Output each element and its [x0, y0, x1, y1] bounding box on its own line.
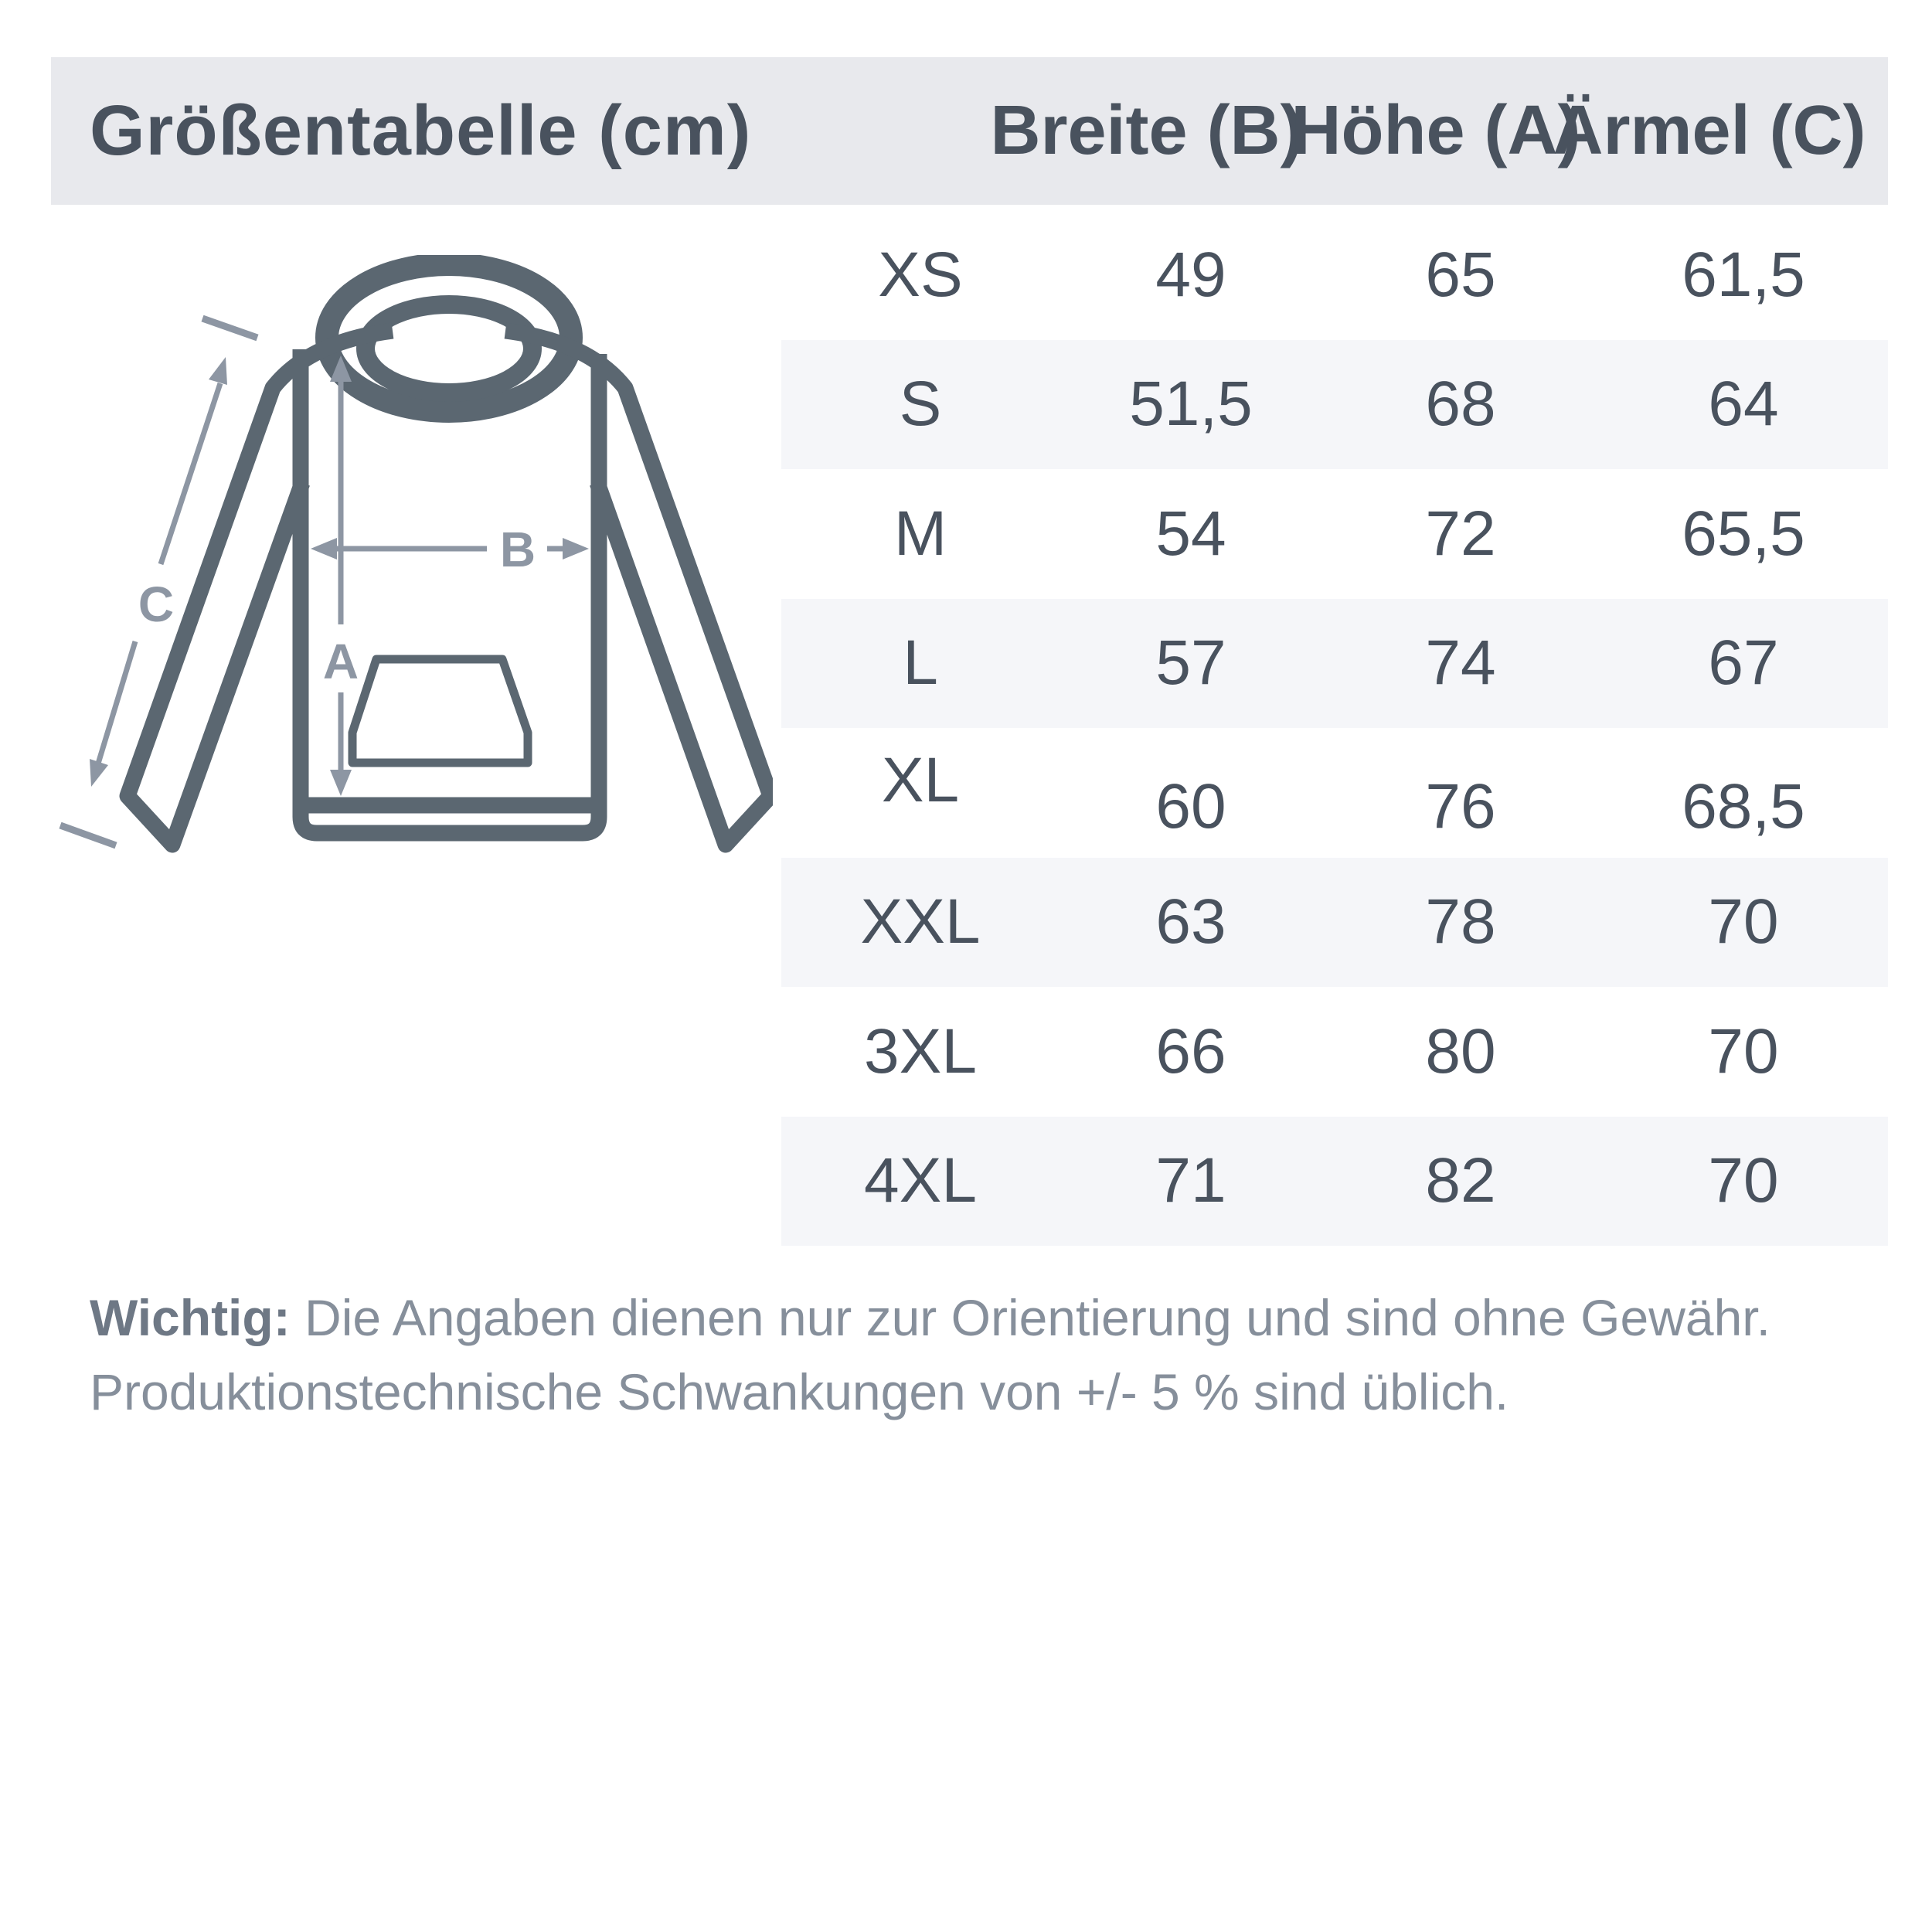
size-cell: XL: [881, 744, 960, 815]
column-header-hoehe: Höhe (A): [1291, 92, 1581, 169]
aermel-cell: 61,5: [1682, 239, 1805, 310]
arrow-c-down-head: [90, 759, 108, 787]
disclaimer-line-1-text: Die Angaben dienen nur zur Orientierung und sind ohne Gewähr.: [290, 1289, 1770, 1346]
size-cell: 4XL: [864, 1145, 977, 1216]
aermel-cell: 67: [1708, 628, 1779, 699]
size-cell: S: [899, 369, 942, 440]
page-title: Größentabelle (cm): [90, 91, 752, 170]
hoehe-cell: 82: [1425, 1145, 1496, 1216]
size-cell: 3XL: [864, 1015, 977, 1087]
column-header-aermel: Ärmel (C): [1553, 92, 1866, 169]
aermel-cell: 65,5: [1682, 498, 1805, 569]
aermel-cell: 68,5: [1682, 770, 1805, 842]
disclaimer-bold-word: Wichtig:: [90, 1289, 291, 1346]
arrow-c-up-head: [209, 357, 227, 385]
disclaimer-line-2: Produktionstechnische Schwankungen von +/- 5 % sind üblich.: [90, 1362, 1509, 1420]
breite-cell: 49: [1155, 239, 1226, 310]
hoehe-cell: 72: [1425, 498, 1496, 569]
dim-label-a: A: [322, 634, 359, 689]
hoehe-cell: 65: [1425, 239, 1496, 310]
dim-label-c: C: [138, 577, 175, 632]
table-row: [781, 1117, 1888, 1247]
table-row: [781, 599, 1888, 729]
disclaimer-line-1: [90, 1281, 1867, 1355]
aermel-cell: 70: [1708, 886, 1779, 957]
size-chart-header-bar: [51, 57, 1888, 205]
table-row: [781, 210, 1888, 340]
arrow-c-top-cap: [202, 318, 257, 338]
dim-label-b: B: [499, 522, 536, 577]
arrow-b-left-head: [311, 538, 337, 560]
arrow-c-bottom-cap: [60, 825, 116, 845]
size-cell: M: [893, 498, 947, 569]
size-table: [781, 210, 1888, 1246]
aermel-cell: 64: [1708, 369, 1779, 440]
breite-cell: 66: [1155, 1015, 1226, 1087]
disclaimer-note: [90, 1281, 1867, 1429]
aermel-cell: 70: [1708, 1015, 1779, 1087]
hoehe-cell: 76: [1425, 770, 1496, 842]
table-row: [781, 728, 1888, 858]
aermel-cell: 70: [1708, 1145, 1779, 1216]
breite-cell: 63: [1155, 886, 1226, 957]
hood-inner-ring: [366, 304, 532, 393]
hoehe-cell: 80: [1425, 1015, 1496, 1087]
table-row: [781, 469, 1888, 599]
size-cell: XXL: [860, 886, 981, 957]
breite-cell: 51,5: [1129, 369, 1253, 440]
hoodie-measure-diagram: [54, 255, 773, 858]
table-row: [781, 987, 1888, 1117]
size-cell: XS: [878, 239, 963, 310]
hoehe-cell: 68: [1425, 369, 1496, 440]
kangaroo-pocket: [352, 659, 528, 763]
breite-cell: 54: [1155, 498, 1226, 569]
breite-cell: 71: [1155, 1145, 1226, 1216]
size-cell: L: [903, 628, 938, 699]
arrow-c-line-bottom: [98, 641, 135, 764]
hoodie-diagram-svg: [54, 255, 773, 858]
table-row: [781, 340, 1888, 470]
breite-cell: 57: [1155, 628, 1226, 699]
right-sleeve-outline: [505, 331, 770, 845]
hoehe-cell: 74: [1425, 628, 1496, 699]
column-header-breite: Breite (B): [990, 92, 1304, 169]
arrow-b-right-head: [563, 538, 589, 560]
arrow-a-down-head: [330, 770, 352, 796]
table-row: [781, 858, 1888, 988]
hoehe-cell: 78: [1425, 886, 1496, 957]
breite-cell: 60: [1155, 770, 1226, 842]
